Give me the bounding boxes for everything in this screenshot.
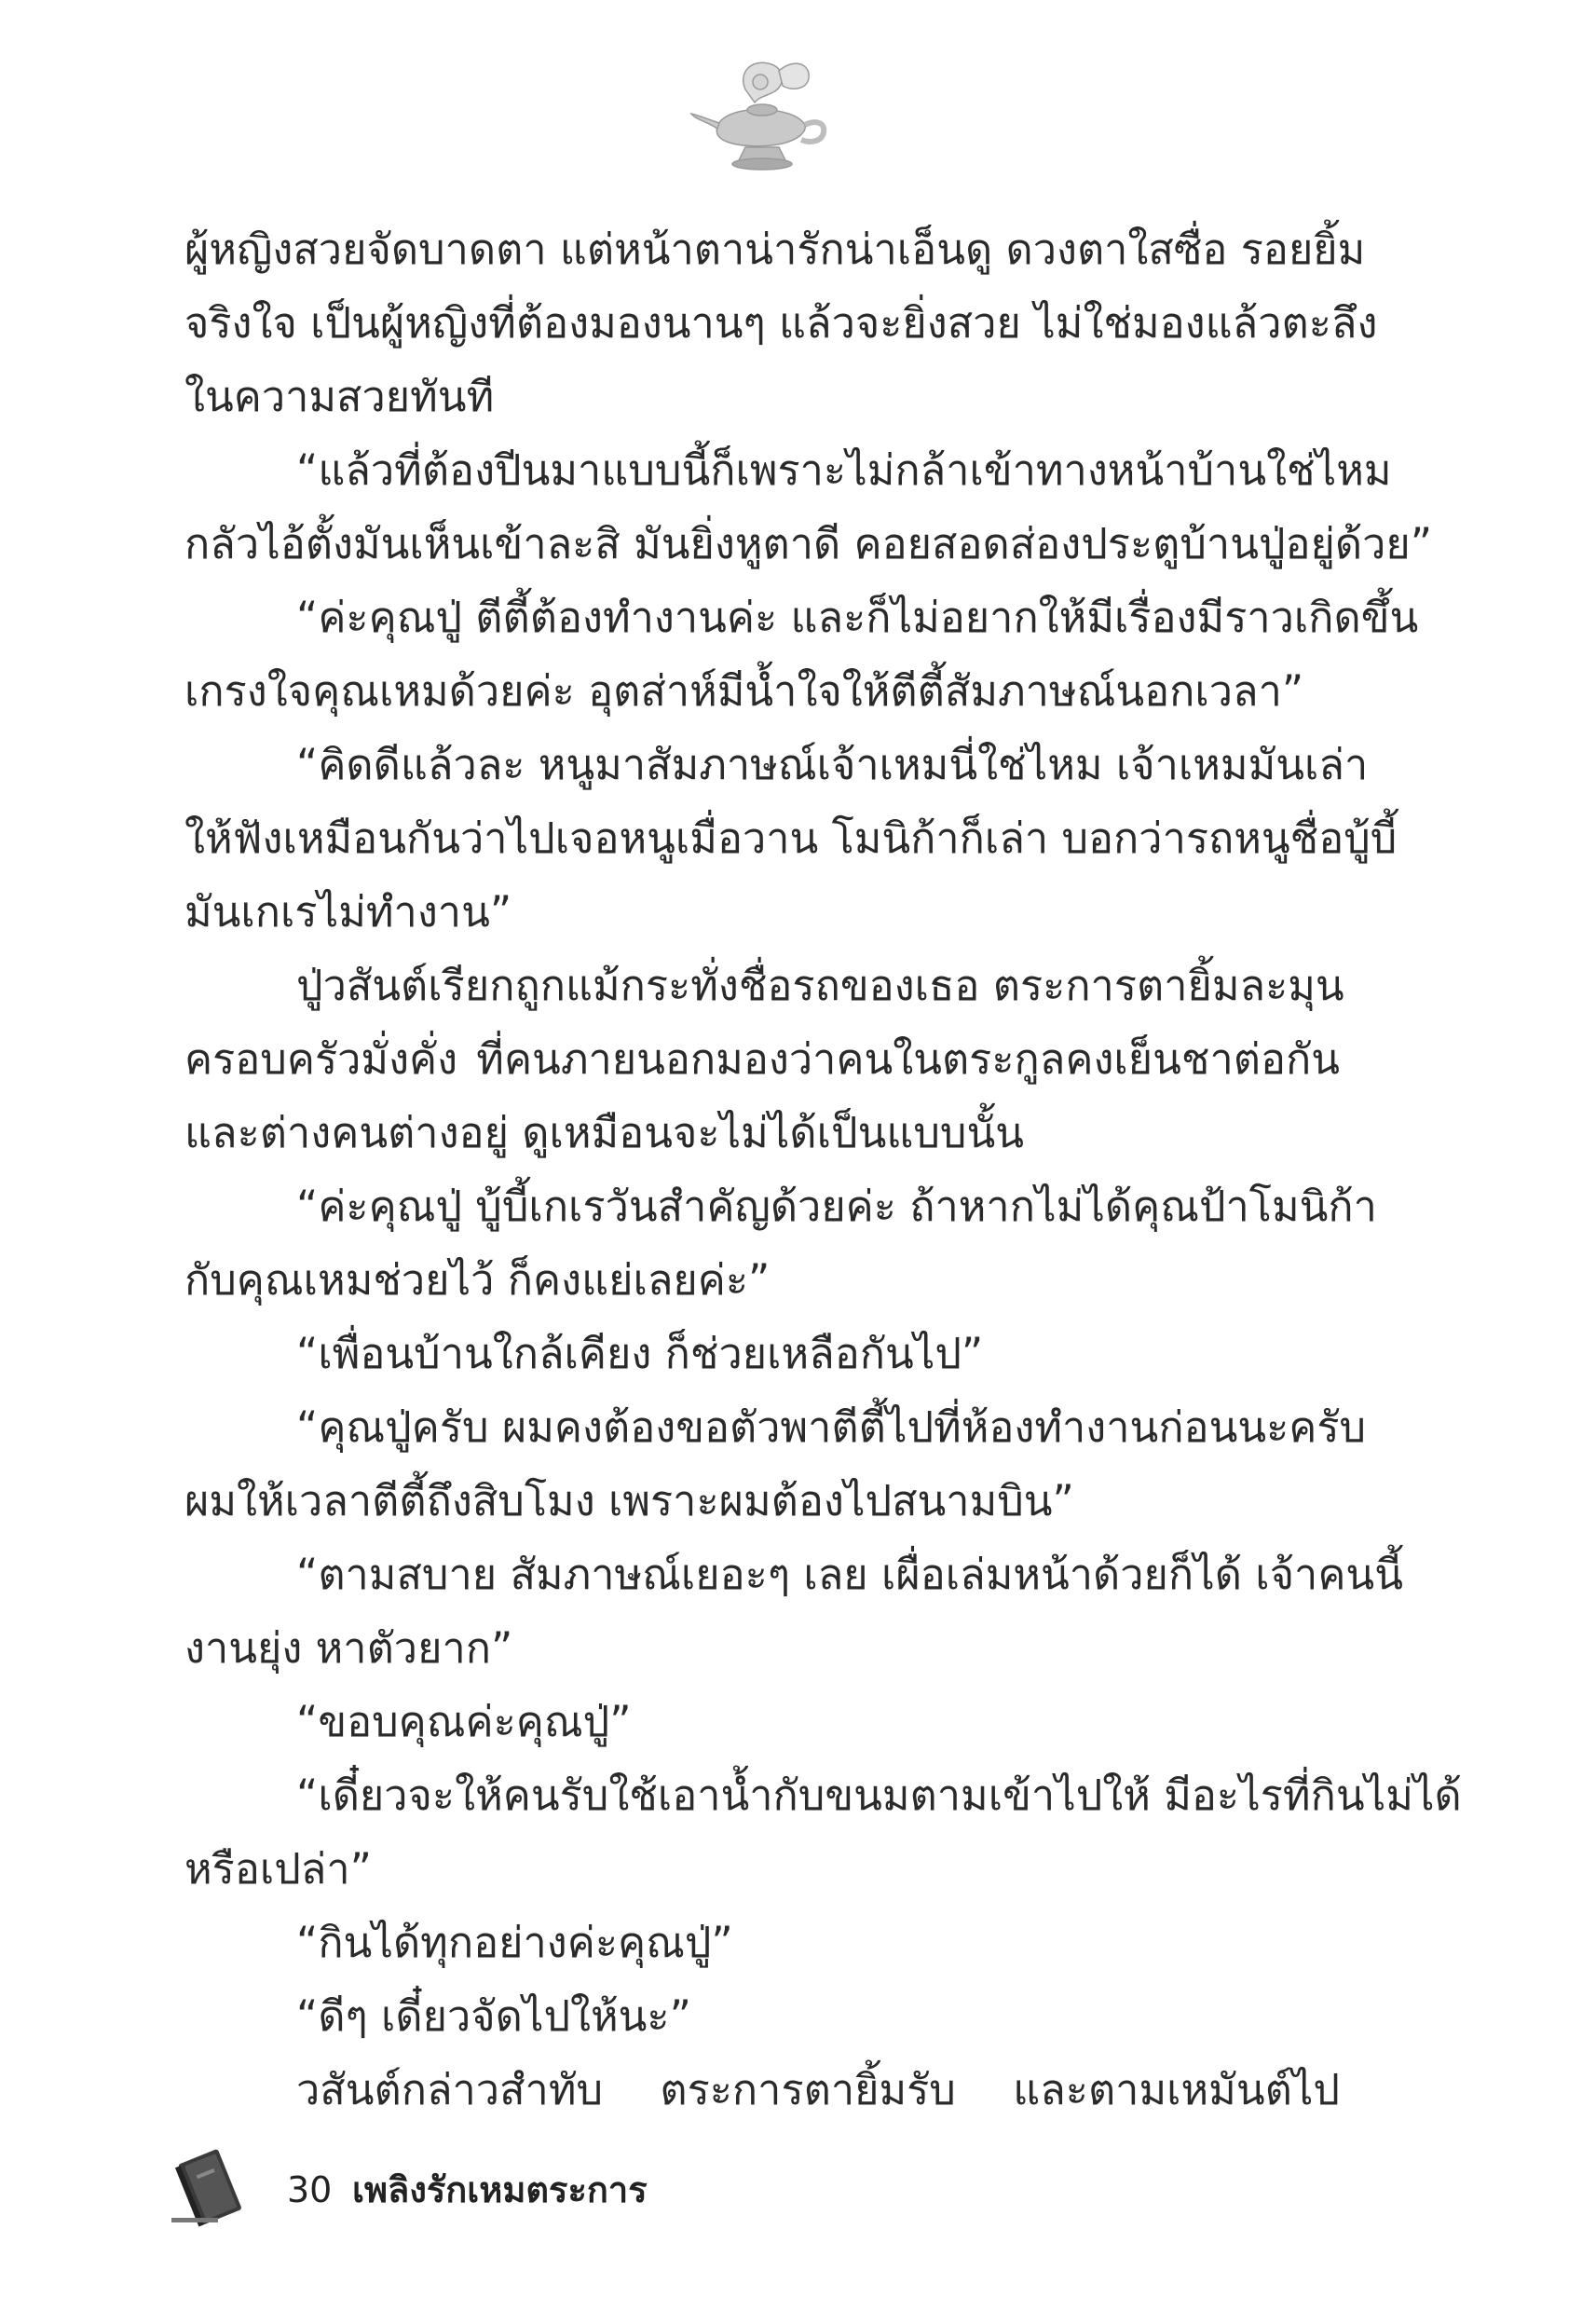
text-line: หรือเปล่า” (184, 1844, 372, 1894)
text-line: ผู้หญิงสวยจัดบาดตา แต่หน้าตาน่ารักน่าเอ็นดู ดวงตาใสซื่อ รอยยิ้ม (184, 225, 1366, 274)
text-line: “คุณปู่ครับ ผมคงต้องขอตัวพาตีตี้ไปที่ห้องทำงานก่อนนะครับ (296, 1402, 1367, 1452)
text-line: “ดีๆ เดี๋ยวจัดไปให้นะ” (296, 1991, 691, 2041)
magic-lamp-fairy-icon (689, 54, 829, 173)
text-line: “ขอบคุณค่ะคุณปู่” (296, 1697, 632, 1746)
text-line: “แล้วที่ต้องปีนมาแบบนี้ก็เพราะไม่กล้าเข้าทางหน้าบ้านใช่ไหม (296, 445, 1392, 495)
text-line: ปู่วสันต์เรียกถูกแม้กระทั่งชื่อรถของเธอ ตระการตายิ้มละมุน (296, 961, 1344, 1010)
text-line: “ค่ะคุณปู่ ตีตี้ต้องทำงานค่ะ และก็ไม่อยากให้มีเรื่องมีราวเกิดขึ้น (296, 593, 1419, 642)
text-line: ในความสวยทันที (184, 372, 495, 421)
book-title: เพลิงรักเหมตระการ (352, 2169, 648, 2210)
page-number: 30 (287, 2169, 333, 2210)
text-line: “ค่ะคุณปู่ บู้บี้เกเรวันสำคัญด้วยค่ะ ถ้าหากไม่ได้คุณป้าโมนิก้า (296, 1182, 1377, 1231)
text-line: “เพื่อนบ้านใกล้เคียง ก็ช่วยเหลือกันไป” (296, 1329, 984, 1378)
text-line: วสันต์กล่าวสำทับ ตระการตายิ้มรับ และตามเหมันต์ไป (296, 2065, 1340, 2114)
text-line: ครอบครัวมั่งคั่ง ที่คนภายนอกมองว่าคนในตระกูลคงเย็นชาต่อกัน (184, 1034, 1340, 1084)
text-line: กลัวไอ้ตั้งมันเห็นเข้าละสิ มันยิ่งหูตาดี คอยสอดส่องประตูบ้านปู่อยู่ด้วย” (184, 519, 1433, 568)
text-line: ให้ฟังเหมือนกันว่าไปเจอหนูเมื่อวาน โมนิก้าก็เล่า บอกว่ารถหนูชื่อบู้บี้ (184, 814, 1398, 863)
text-line: และต่างคนต่างอยู่ ดูเหมือนจะไม่ได้เป็นแบบนั้น (184, 1108, 1025, 1157)
text-line: จริงใจ เป็นผู้หญิงที่ต้องมองนานๆ แล้วจะยิ่งสวย ไม่ใช่มองแล้วตะลึง (184, 298, 1378, 348)
book-icon (168, 2143, 261, 2227)
text-line: “กินได้ทุกอย่างค่ะคุณปู่” (296, 1918, 733, 1967)
text-line: กับคุณเหมช่วยไว้ ก็คงแย่เลยค่ะ” (184, 1255, 771, 1305)
text-line: เกรงใจคุณเหมด้วยค่ะ อุตส่าห์มีน้ำใจให้ตีตี้สัมภาษณ์นอกเวลา” (184, 666, 1304, 716)
text-line: มันเกเรไม่ทำงาน” (184, 887, 512, 937)
text-line: งานยุ่ง หาตัวยาก” (184, 1623, 513, 1673)
text-line: “คิดดีแล้วละ หนูมาสัมภาษณ์เจ้าเหมนี่ใช่ไหม เจ้าเหมมันเล่า (296, 740, 1369, 789)
body-text (184, 212, 1462, 2126)
text-line: “ตามสบาย สัมภาษณ์เยอะๆ เลย เผื่อเล่มหน้าด้วยก็ได้ เจ้าคนนี้ (296, 1550, 1403, 1599)
text-line: ผมให้เวลาตีตี้ถึงสิบโมง เพราะผมต้องไปสนามบิน” (184, 1476, 1074, 1525)
text-line: “เดี๋ยวจะให้คนรับใช้เอาน้ำกับขนมตามเข้าไปให้ มีอะไรที่กินไม่ได้ (296, 1771, 1462, 1820)
page-footer (168, 2143, 913, 2227)
